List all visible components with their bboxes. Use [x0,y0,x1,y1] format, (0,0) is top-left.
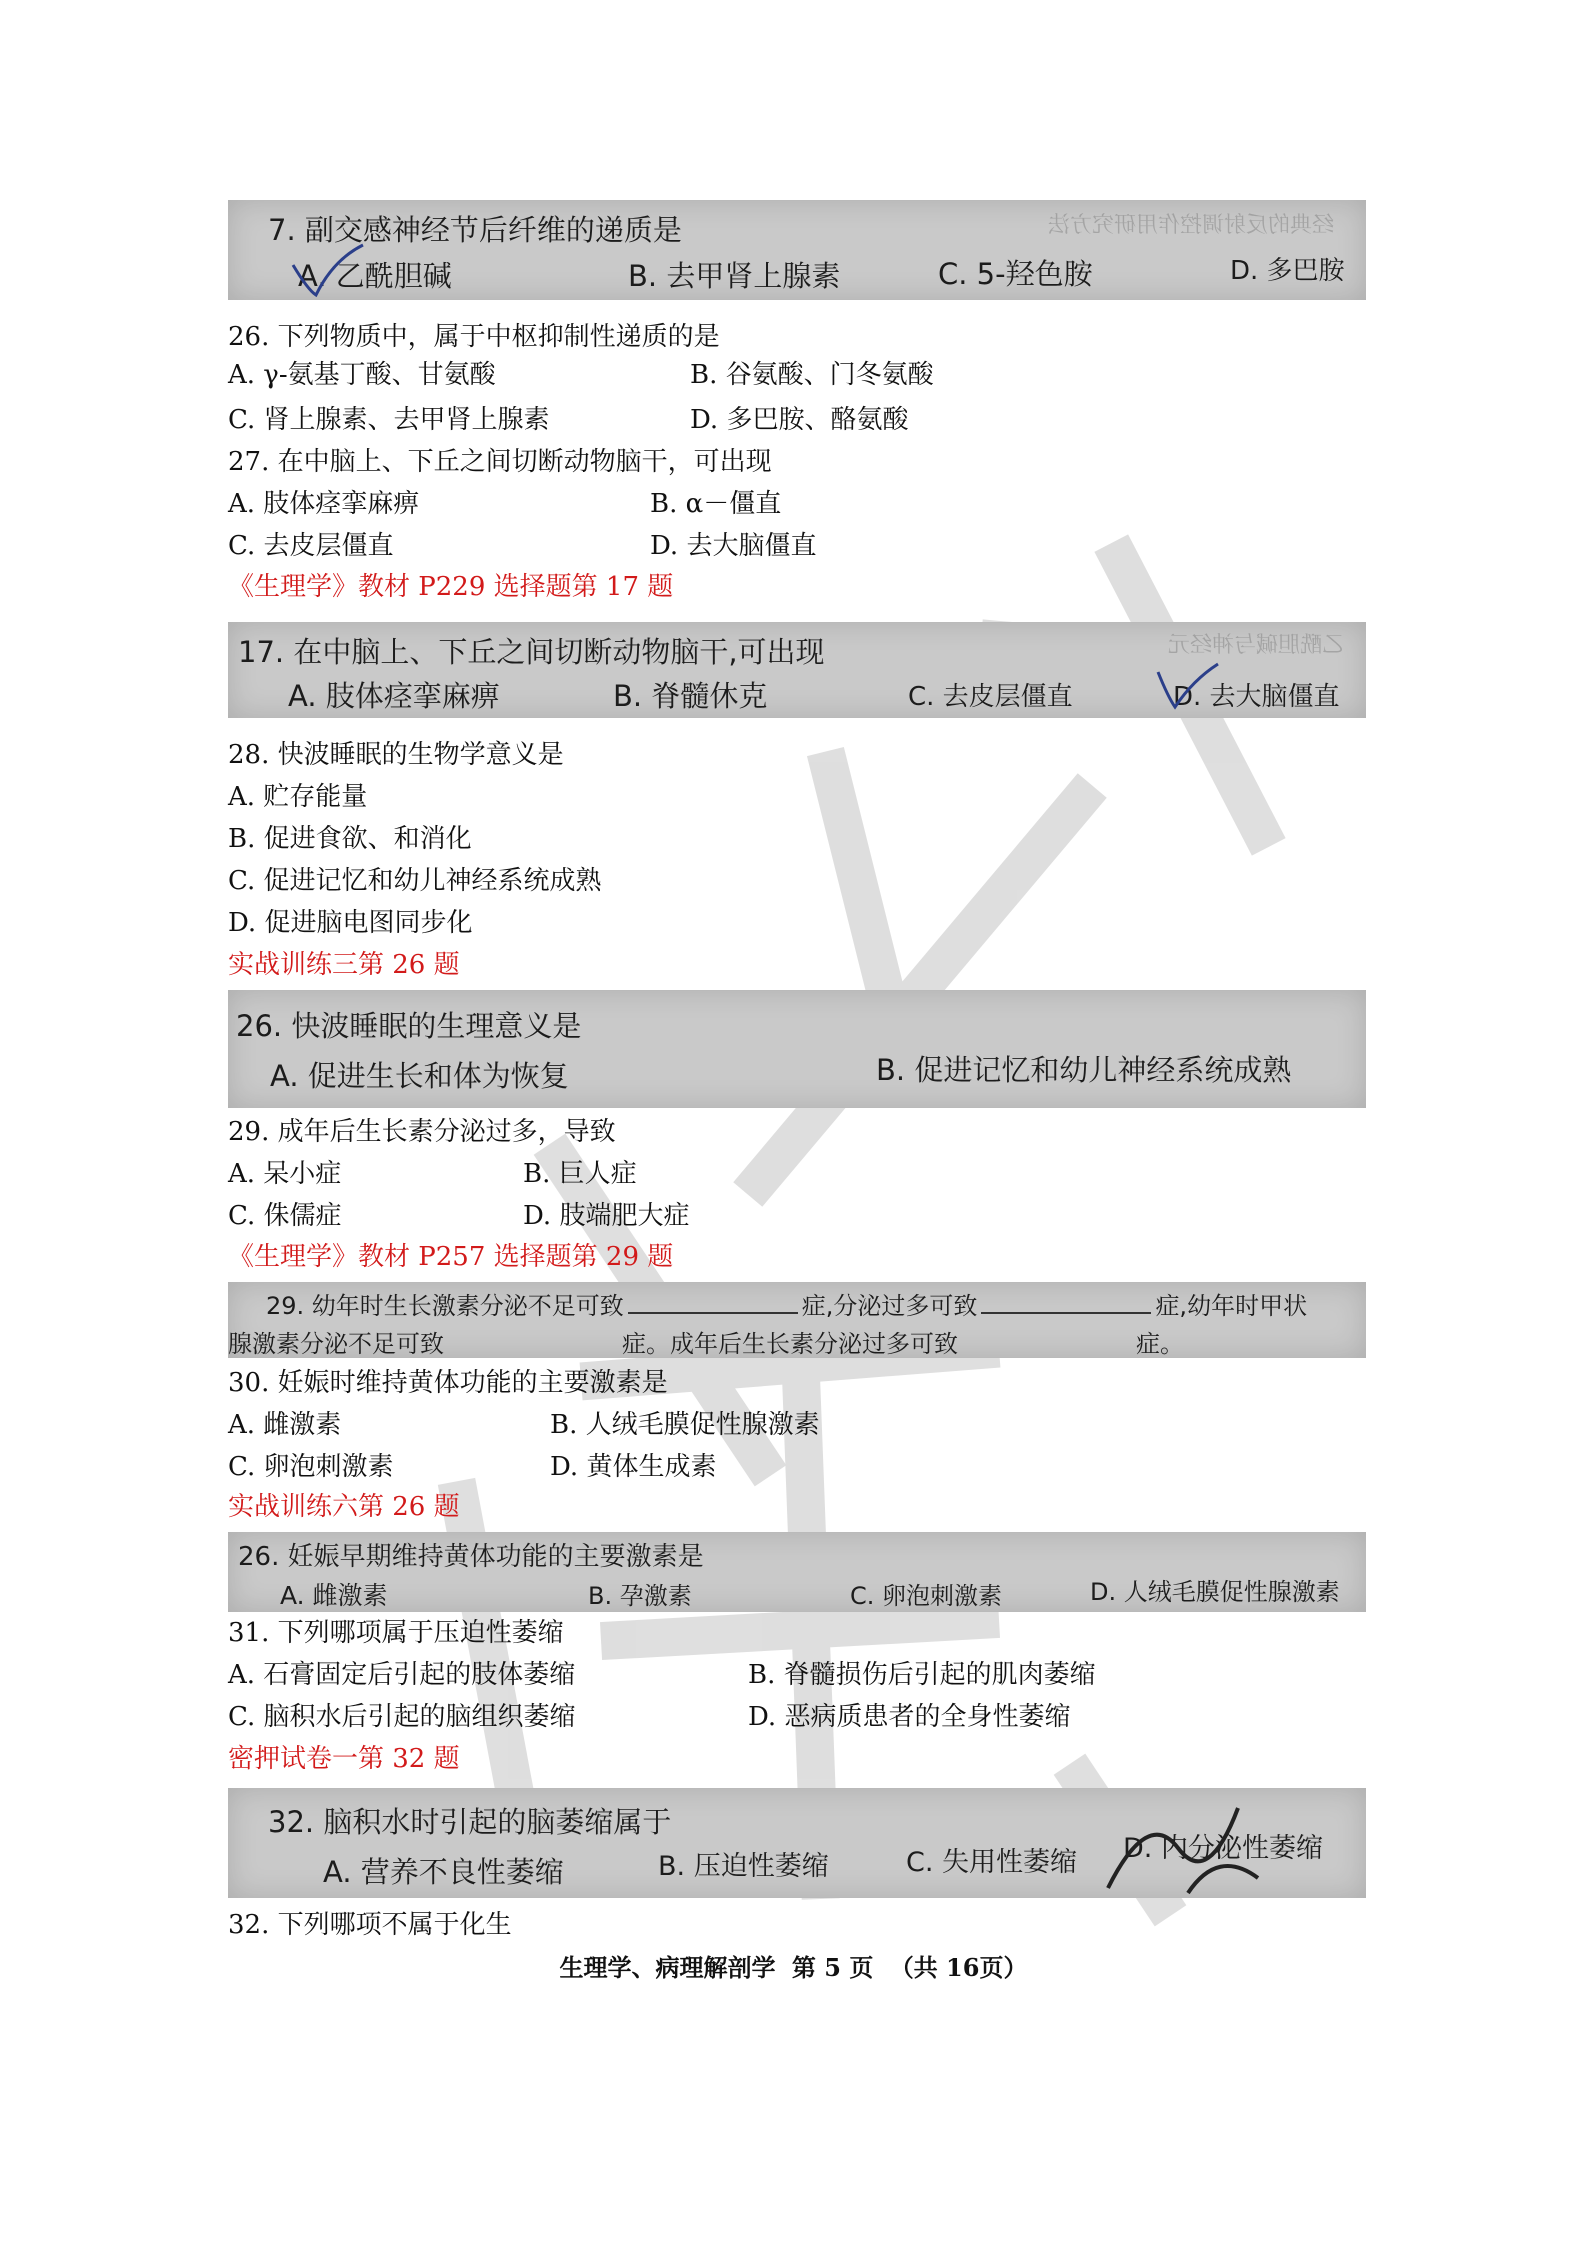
scan1-option-a: A. 乙酰胆碱 [298,259,452,293]
question-30: 30. 妊娠时维持黄体功能的主要激素是 [228,1368,668,1398]
scan4-line2-part1: 腺激素分泌不足可致 [228,1330,444,1358]
q31-option-d: D. 恶病质患者的全身性萎缩 [748,1702,1071,1732]
question-29: 29. 成年后生长素分泌过多，导致 [228,1117,616,1147]
scan6-option-d: D. 内分泌性萎缩 [1123,1833,1323,1864]
scan-reference-5 [228,1532,1366,1612]
q26-option-d: D. 多巴胺、酪氨酸 [690,405,909,435]
q29-option-b: B. 巨人症 [523,1159,637,1189]
q30-option-c: C. 卵泡刺激素 [228,1452,394,1482]
scan2-option-d: D. 去大脑僵直 [1173,682,1340,712]
q26-option-c: C. 肾上腺素、去甲肾上腺素 [228,405,550,435]
q27-option-c: C. 去皮层僵直 [228,531,394,561]
checkmark-icon [1153,662,1223,712]
scan-reference-3 [228,990,1366,1108]
scan1-question: 7. 副交感神经节后纤维的递质是 [268,213,682,247]
scan1-option-b: B. 去甲肾上腺素 [628,259,841,293]
q27-option-d: D. 去大脑僵直 [650,531,817,561]
page-footer [0,1948,1587,1983]
footer-total-pages: （共 16页） [889,1953,1028,1982]
scan1-option-c: C. 5-羟色胺 [938,257,1093,291]
scan5-option-a: A. 雌激素 [280,1581,388,1610]
q26-option-b: B. 谷氨酸、门冬氨酸 [690,360,934,390]
question-26: 26. 下列物质中，属于中枢抑制性递质的是 [228,322,720,352]
scan5-option-c: C. 卵泡刺激素 [850,1582,1003,1610]
q31-option-a: A. 石膏固定后引起的肢体萎缩 [228,1660,576,1690]
handwriting-scribble-icon [1088,1788,1288,1898]
q29-option-c: C. 侏儒症 [228,1201,342,1231]
scan3-question: 26. 快波睡眠的生理意义是 [236,1009,582,1043]
footer-page-number: 第 5 页 [791,1953,874,1982]
scan4-line2-part3: 症。 [1136,1330,1184,1358]
scan4-line1-part1: 29. 幼年时生长激素分泌不足可致 [266,1292,624,1320]
scan-reference-4 [228,1282,1366,1358]
q30-option-b: B. 人绒毛膜促性腺激素 [550,1410,820,1440]
scan2-option-a: A. 肢体痉挛麻痹 [288,679,500,713]
scan5-question: 26. 妊娠早期维持黄体功能的主要激素是 [238,1542,704,1572]
scan2-option-b: B. 脊髓休克 [613,679,768,713]
scan6-question: 32. 脑积水时引起的脑萎缩属于 [268,1805,672,1839]
question-31: 31. 下列哪项属于压迫性萎缩 [228,1618,564,1648]
scan5-option-b: B. 孕激素 [588,1582,692,1610]
q28-option-d: D. 促进脑电图同步化 [228,908,473,938]
scan2-option-c: C. 去皮层僵直 [908,682,1073,712]
scan4-line1-part3: 症,幼年时甲状 [1155,1292,1308,1320]
q31-option-b: B. 脊髓损伤后引起的肌肉萎缩 [748,1660,1096,1690]
q30-source: 实战训练六第 26 题 [228,1492,460,1522]
q27-source: 《生理学》教材 P229 选择题第 17 题 [228,572,674,602]
question-32: 32. 下列哪项不属于化生 [228,1910,512,1940]
scan4-line2-part2: 症。成年后生长素分泌过多可致 [622,1330,958,1358]
scan-reference-2: 乙酰胆碱与神经元 17. 在中脑上、下丘之间切断动物脑干,可出现 A. 肢体痉挛麻痹 B. 脊髓休克 C. 去皮层僵直 D. 去大脑僵直 [228,622,1366,718]
q28-source: 实战训练三第 26 题 [228,950,460,980]
q30-option-d: D. 黄体生成素 [550,1452,717,1482]
q28-option-b: B. 促进食欲、和消化 [228,824,472,854]
question-27: 27. 在中脑上、下丘之间切断动物脑干，可出现 [228,447,772,477]
q29-option-d: D. 肢端肥大症 [523,1201,690,1231]
scan3-option-a: A. 促进生长和体为恢复 [270,1059,569,1093]
q31-source: 密押试卷一第 32 题 [228,1744,460,1774]
q28-option-c: C. 促进记忆和幼儿神经系统成熟 [228,866,602,896]
q27-option-a: A. 肢体痉挛麻痹 [228,489,420,519]
scan6-option-c: C. 失用性萎缩 [906,1847,1078,1878]
q31-option-c: C. 脑积水后引起的脑组织萎缩 [228,1702,576,1732]
scan2-question: 17. 在中脑上、下丘之间切断动物脑干,可出现 [238,635,825,669]
scan-reference-6 [228,1788,1366,1898]
q29-source: 《生理学》教材 P257 选择题第 29 题 [228,1242,674,1272]
q29-option-a: A. 呆小症 [228,1159,342,1189]
scan5-option-d: D. 人绒毛膜促性腺激素 [1090,1578,1340,1606]
scan6-option-a: A. 营养不良性萎缩 [323,1855,564,1889]
q30-option-a: A. 雌激素 [228,1410,342,1440]
scan4-line1-part2: 症,分泌过多可致 [801,1292,978,1320]
checkmark-icon [288,240,368,300]
question-28: 28. 快波睡眠的生物学意义是 [228,740,564,770]
scan-reference-1: 经典的反射调控作用研究方法 7. 副交感神经节后纤维的递质是 A. 乙酰胆碱 B. 去甲肾上腺素 C. 5-羟色胺 D. 多巴胺 [228,200,1366,300]
q27-option-b: B. α－僵直 [650,489,782,519]
scan3-option-b: B. 促进记忆和幼儿神经系统成熟 [876,1053,1292,1087]
q28-option-a: A. 贮存能量 [228,782,368,812]
scan6-option-b: B. 压迫性萎缩 [658,1851,829,1882]
footer-subject: 生理学、病理解剖学 [559,1953,776,1982]
q26-option-a: A. γ-氨基丁酸、甘氨酸 [228,360,496,390]
scan1-option-d: D. 多巴胺 [1230,256,1345,286]
